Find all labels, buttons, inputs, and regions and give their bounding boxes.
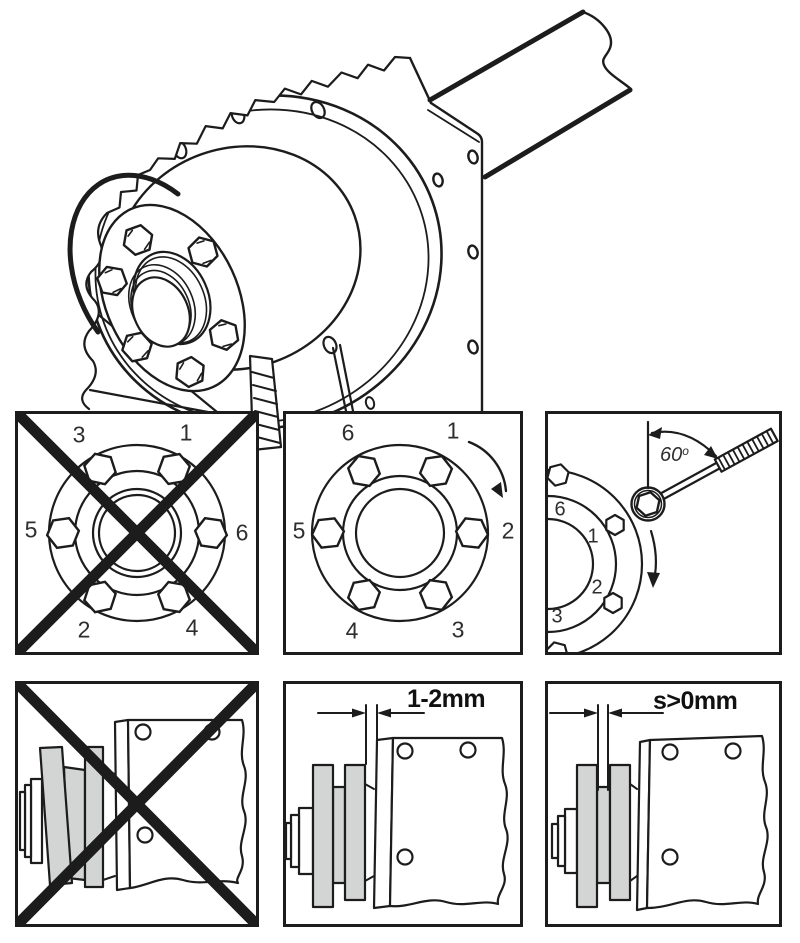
disc <box>610 765 630 900</box>
bolt-number-label: 3 <box>72 421 86 448</box>
disc <box>577 765 597 907</box>
bolt-number-label: 6 <box>554 498 566 521</box>
coupling-discs <box>313 765 365 907</box>
rotation-arrow-icon <box>647 531 660 588</box>
sequence-arrow-icon <box>469 442 506 498</box>
disc <box>345 765 365 900</box>
rim-notch <box>548 640 569 652</box>
gap-dimension-label: 1-2mm <box>407 685 486 713</box>
coupling-sleeve <box>333 787 345 883</box>
bolt-number-label: 1 <box>446 417 460 444</box>
bolt-number-label: 5 <box>24 516 38 543</box>
shaft-break-line <box>583 12 631 89</box>
rim-notch <box>548 462 570 488</box>
machine-plate <box>637 736 768 910</box>
flange-bolt <box>604 593 621 613</box>
bolt-number-label: 3 <box>451 616 465 643</box>
bolt-number-label: 6 <box>341 419 355 446</box>
flange-bolt <box>606 515 623 535</box>
bolt-number-label: 2 <box>77 616 91 643</box>
panel-tightening-angle <box>545 411 782 655</box>
coupling-sleeve <box>597 787 610 883</box>
gap-dimension-label: s>0mm <box>653 687 738 715</box>
bolt-number-label: 1 <box>179 419 193 446</box>
bolt-number-label: 2 <box>501 517 515 544</box>
output-shaft <box>430 12 631 177</box>
flange-bolts <box>311 455 490 612</box>
bolt-number-label: 2 <box>591 576 603 599</box>
panel-flange-gap <box>283 681 523 927</box>
panel-wrong-mounting <box>15 681 259 927</box>
shaft-end <box>20 779 42 863</box>
shaft-end <box>286 808 313 874</box>
panel-correct-bolt-sequence <box>283 411 523 655</box>
machine-plate <box>374 738 508 908</box>
coupling-discs <box>577 765 630 907</box>
bolt-number-label: 5 <box>292 517 306 544</box>
bolt-number-label: 4 <box>345 617 359 644</box>
gearbox-isometric-illustration <box>0 0 800 470</box>
bolt-number-label: 3 <box>551 605 563 628</box>
disc <box>313 765 333 907</box>
wrench-icon <box>632 429 778 521</box>
bolt-number-label: 6 <box>235 519 249 546</box>
bolt-number-label: 1 <box>587 525 599 548</box>
shaft-end <box>552 809 577 873</box>
bolt-number-label: 4 <box>185 614 199 641</box>
hub-stub <box>365 784 374 881</box>
panel-disc-gap <box>545 681 782 927</box>
panel-wrong-bolt-sequence <box>15 411 259 655</box>
angle-label: 60$^o$ <box>660 444 689 466</box>
